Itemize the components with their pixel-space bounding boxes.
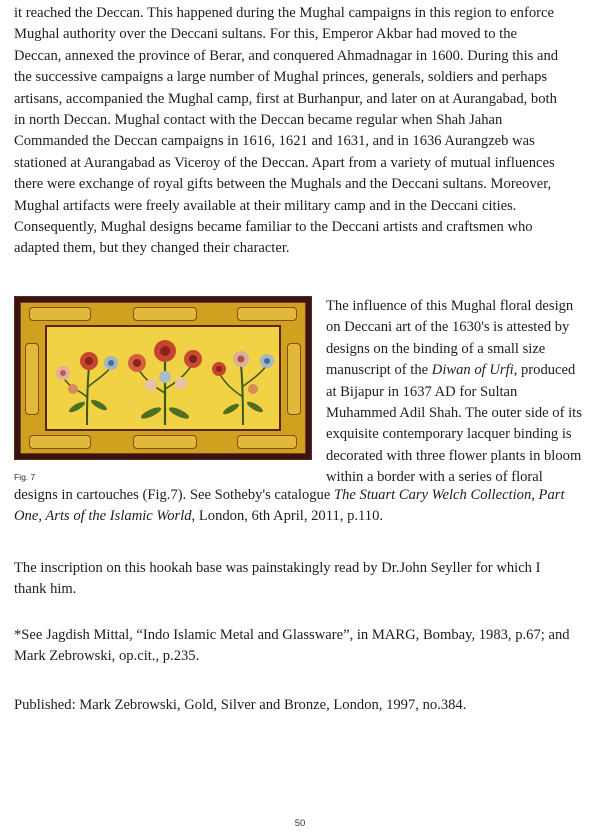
flower-plant-center bbox=[128, 340, 202, 425]
text-line: at Bijapur in 1637 AD for Sultan bbox=[326, 383, 518, 400]
image-border bbox=[20, 302, 306, 454]
text-line: decorated with three flower plants in bloom bbox=[326, 447, 582, 464]
text-line: the successive campaigns a large number of Mughal princes, generals, soldiers and perhaps bbox=[14, 69, 548, 86]
flower-plant-left bbox=[56, 352, 118, 425]
catalogue-reference-paragraph bbox=[14, 485, 586, 528]
flower-plants-illustration bbox=[47, 327, 283, 427]
text-line: Commanded the Deccan campaigns in 1616, 1621 and 1631, and in 1636 Aurangzeb was bbox=[14, 133, 535, 150]
figure-caption: Fig. 7 bbox=[14, 472, 36, 482]
text-line: One, Arts of the Islamic World, London, 6th April, 2011, p.110. bbox=[14, 508, 384, 525]
cartouche bbox=[237, 307, 297, 321]
text-line: Mughal artifacts were freely available at their military camp and in the Deccani cities. bbox=[14, 197, 517, 214]
text-line: designs on the binding of a small size bbox=[326, 340, 546, 357]
text-line: The inscription on this hookah base was painstakingly read by Dr.John Seyller for which I bbox=[14, 560, 541, 576]
cartouche bbox=[237, 435, 297, 449]
text-line: stationed at Aurangabad as Viceroy of the Deccan. Apart from a variety of mutual influences bbox=[14, 154, 555, 171]
text-line: there were exchange of royal gifts between the Mughals and the Deccani sultans. Moreover, bbox=[14, 176, 552, 193]
published-reference: Published: Mark Zebrowski, Gold, Silver and Bronze, London, 1997, no.384. bbox=[14, 697, 467, 713]
text-line: in north Deccan. Mughal contact with the Deccan became regular when Shah Jahan bbox=[14, 112, 503, 129]
footnote-paragraph bbox=[14, 625, 586, 668]
inscription-paragraph bbox=[14, 558, 586, 601]
text-line: Mughal authority over the Deccani sultans. For this, Emperor Akbar had moved to the bbox=[14, 26, 517, 43]
intro-paragraph bbox=[14, 3, 586, 260]
text-line: *See Jagdish Mittal, “Indo Islamic Metal and Glassware”, in MARG, Bombay, 1983, p.67; and bbox=[14, 627, 570, 643]
lacquer-binding-image bbox=[14, 296, 312, 460]
text-line: Muhammed Adil Shah. The outer side of its bbox=[326, 405, 582, 422]
text-line: adapted them, but they changed their character. bbox=[14, 240, 290, 257]
text-line: thank him. bbox=[14, 581, 77, 598]
text-line: it reached the Deccan. This happened during the Mughal campaigns in this region to enforce bbox=[14, 5, 554, 21]
image-field bbox=[45, 325, 281, 431]
text-line: within a border with a series of floral bbox=[326, 469, 543, 486]
cartouche bbox=[287, 343, 301, 415]
cartouche bbox=[133, 307, 197, 321]
cartouche bbox=[29, 307, 91, 321]
text-line: designs in cartouches (Fig.7). See Sotheby's catalogue The Stuart Cary Welch Collection, Part bbox=[14, 487, 565, 503]
manuscript-title: Diwan of Urfi bbox=[431, 362, 514, 379]
text-line: exquisite contemporary lacquer binding is bbox=[326, 426, 572, 443]
catalogue-title: The Stuart Cary Welch Collection, Part bbox=[333, 487, 565, 503]
text-line: on Deccani art of the 1630's is attested by bbox=[326, 319, 570, 336]
cartouche bbox=[29, 435, 91, 449]
figure-description-paragraph bbox=[326, 296, 588, 489]
text-line: Mark Zebrowski, op.cit., p.235. bbox=[14, 648, 200, 665]
text-line: Deccan, annexed the province of Berar, and conquered Ahmadnagar in 1600. During this and bbox=[14, 47, 559, 64]
cartouche bbox=[25, 343, 39, 415]
text-line: artisans, accompanied the Mughal camp, first at Burhanpur, and later on at Aurangabad, both bbox=[14, 90, 557, 107]
text-line: The influence of this Mughal floral design bbox=[326, 298, 574, 314]
cartouche bbox=[133, 435, 197, 449]
page-number: 50 bbox=[294, 818, 306, 829]
text-line: manuscript of the Diwan of Urfi, produced bbox=[326, 362, 576, 379]
catalogue-title: One, Arts of the Islamic World, bbox=[14, 508, 196, 525]
flower-plant-right bbox=[212, 351, 274, 425]
text-line: Consequently, Mughal designs became familiar to the Deccani artists and craftsmen who bbox=[14, 219, 533, 236]
